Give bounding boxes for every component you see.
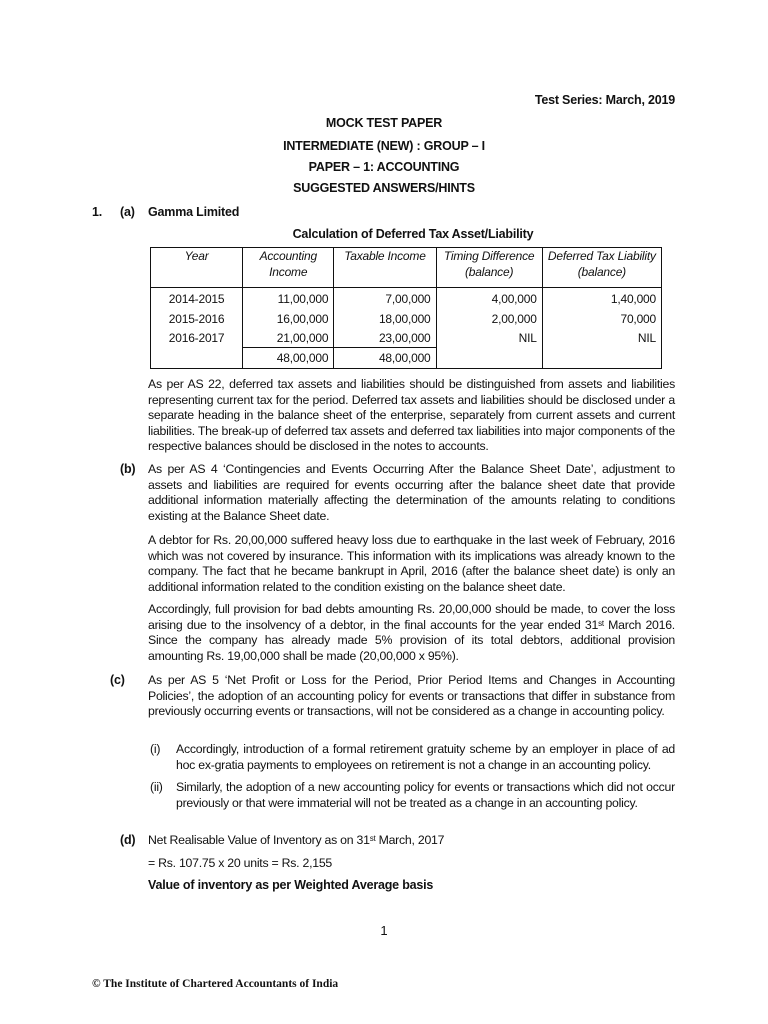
col-header-timing-difference: Timing Difference (balance) [436, 248, 542, 288]
title-mock-test: MOCK TEST PAPER [325, 116, 443, 130]
title-paper: PAPER – 1: ACCOUNTING [308, 160, 460, 174]
col-header-accounting-income: Accounting Income [243, 248, 334, 288]
question-number: 1. [92, 205, 103, 219]
table-row [151, 288, 662, 309]
cell-taxable-income: 18,00,000 [334, 309, 436, 329]
part-b-paragraph-3: Accordingly, full provision for bad debts amounting Rs. 20,00,000 should be made, to cover the loss arising due to the insolvency of a debtor, in the final accounts for the year ended 31st March 2016. Since the company has already made 5% provision of its total debtors, additional provision amounting Rs. 19,00,000 shall be made (20,00,000 x 95%). [148, 602, 675, 663]
title-suggested-answers: SUGGESTED ANSWERS/HINTS [293, 181, 475, 195]
cell-accounting-income: 16,00,000 [243, 309, 334, 329]
table-row [151, 329, 662, 348]
part-a-title: Gamma Limited [148, 205, 240, 219]
cell-year: 2015-2016 [151, 309, 243, 329]
part-a-paragraph: As per AS 22, deferred tax assets and liabilities should be distinguished from assets and liabilities representing current tax for the period. Deferred tax assets and liabilities should be disclosed under a separate heading in the balance sheet of the enterprise, separately from current assets and current liabilities. The break-up of deferred tax assets and deferred tax liabilities into major components of the respective balances should be disclosed in the notes to accounts. [148, 377, 675, 454]
col-header-taxable-income: Taxable Income [334, 248, 436, 288]
total-taxable-income: 48,00,000 [334, 348, 436, 369]
title-intermediate: INTERMEDIATE (NEW) : GROUP – I [283, 139, 485, 153]
cell-accounting-income: 11,00,000 [243, 288, 334, 309]
cell-year: 2016-2017 [151, 329, 243, 348]
cell-timing-difference: NIL [436, 329, 542, 348]
cell-taxable-income: 7,00,000 [334, 288, 436, 309]
table-row [151, 309, 662, 329]
part-c-paragraph: As per AS 5 ‘Net Profit or Loss for the Period, Prior Period Items and Changes in Accounting Policies’, the adoption of an accounting policy for events or transactions that differ in substance from previously occurring events or transactions, will not be considered as a change in accounting policy. [148, 673, 675, 719]
part-c-i-text: Accordingly, introduction of a formal retirement gratuity scheme by an employer in place of ad hoc ex-gratia payments to employees on retirement is not a change in an accounting policy. [176, 742, 675, 772]
part-a-label: (a) [120, 205, 135, 219]
deferred-tax-table [150, 247, 662, 369]
part-c-label: (c) [110, 673, 125, 687]
part-b-paragraph-1: As per AS 4 ‘Contingencies and Events Occurring After the Balance Sheet Date’, adjustment to assets and liabilities are required for events occurring after the balance sheet date that provide additional information materially affecting the determination of the amounts relating to conditions existing at the Balance Sheet date. [148, 462, 675, 523]
totals-row [151, 348, 662, 369]
cell-deferred-tax: 70,000 [542, 309, 661, 329]
cell-timing-difference: 4,00,000 [436, 288, 542, 309]
part-d-line-2: = Rs. 107.75 x 20 units = Rs. 2,155 [148, 856, 333, 870]
cell-deferred-tax: NIL [542, 329, 661, 348]
cell-timing-difference: 2,00,000 [436, 309, 542, 329]
copyright-footer: © The Institute of Chartered Accountants of India [92, 978, 339, 990]
part-d-line-1: Net Realisable Value of Inventory as on 31st March, 2017 [148, 833, 445, 847]
part-b-paragraph-2: A debtor for Rs. 20,00,000 suffered heavy loss due to earthquake in the last week of February, 2016 which was not covered by insurance. This information with its implications was already known to the company. The fact that he became bankrupt in April, 2016 (after the balance sheet date) is only an additional information related to the condition existing on the balance sheet date. [148, 533, 675, 594]
cell-accounting-income: 21,00,000 [243, 329, 334, 348]
part-d-heading: Value of inventory as per Weighted Average basis [148, 878, 434, 892]
part-b-label: (b) [120, 462, 136, 476]
total-accounting-income: 48,00,000 [243, 348, 334, 369]
cell-deferred-tax: 1,40,000 [542, 288, 661, 309]
part-c-i-label: (i) [150, 742, 161, 756]
col-header-deferred-tax: Deferred Tax Liability (balance) [542, 248, 661, 288]
part-d-label: (d) [120, 833, 136, 847]
col-header-year: Year [151, 248, 243, 288]
page-number: 1 [380, 923, 388, 938]
part-c-ii-label: (ii) [150, 780, 163, 794]
table-caption: Calculation of Deferred Tax Asset/Liability [292, 227, 534, 241]
cell-taxable-income: 23,00,000 [334, 329, 436, 348]
part-c-ii-text: Similarly, the adoption of a new accounting policy for events or transactions which did not occur previously or that were immaterial will not be treated as a change in an accounting policy. [176, 780, 675, 810]
test-series-label: Test Series: March, 2019 [534, 93, 675, 107]
cell-year: 2014-2015 [151, 288, 243, 309]
